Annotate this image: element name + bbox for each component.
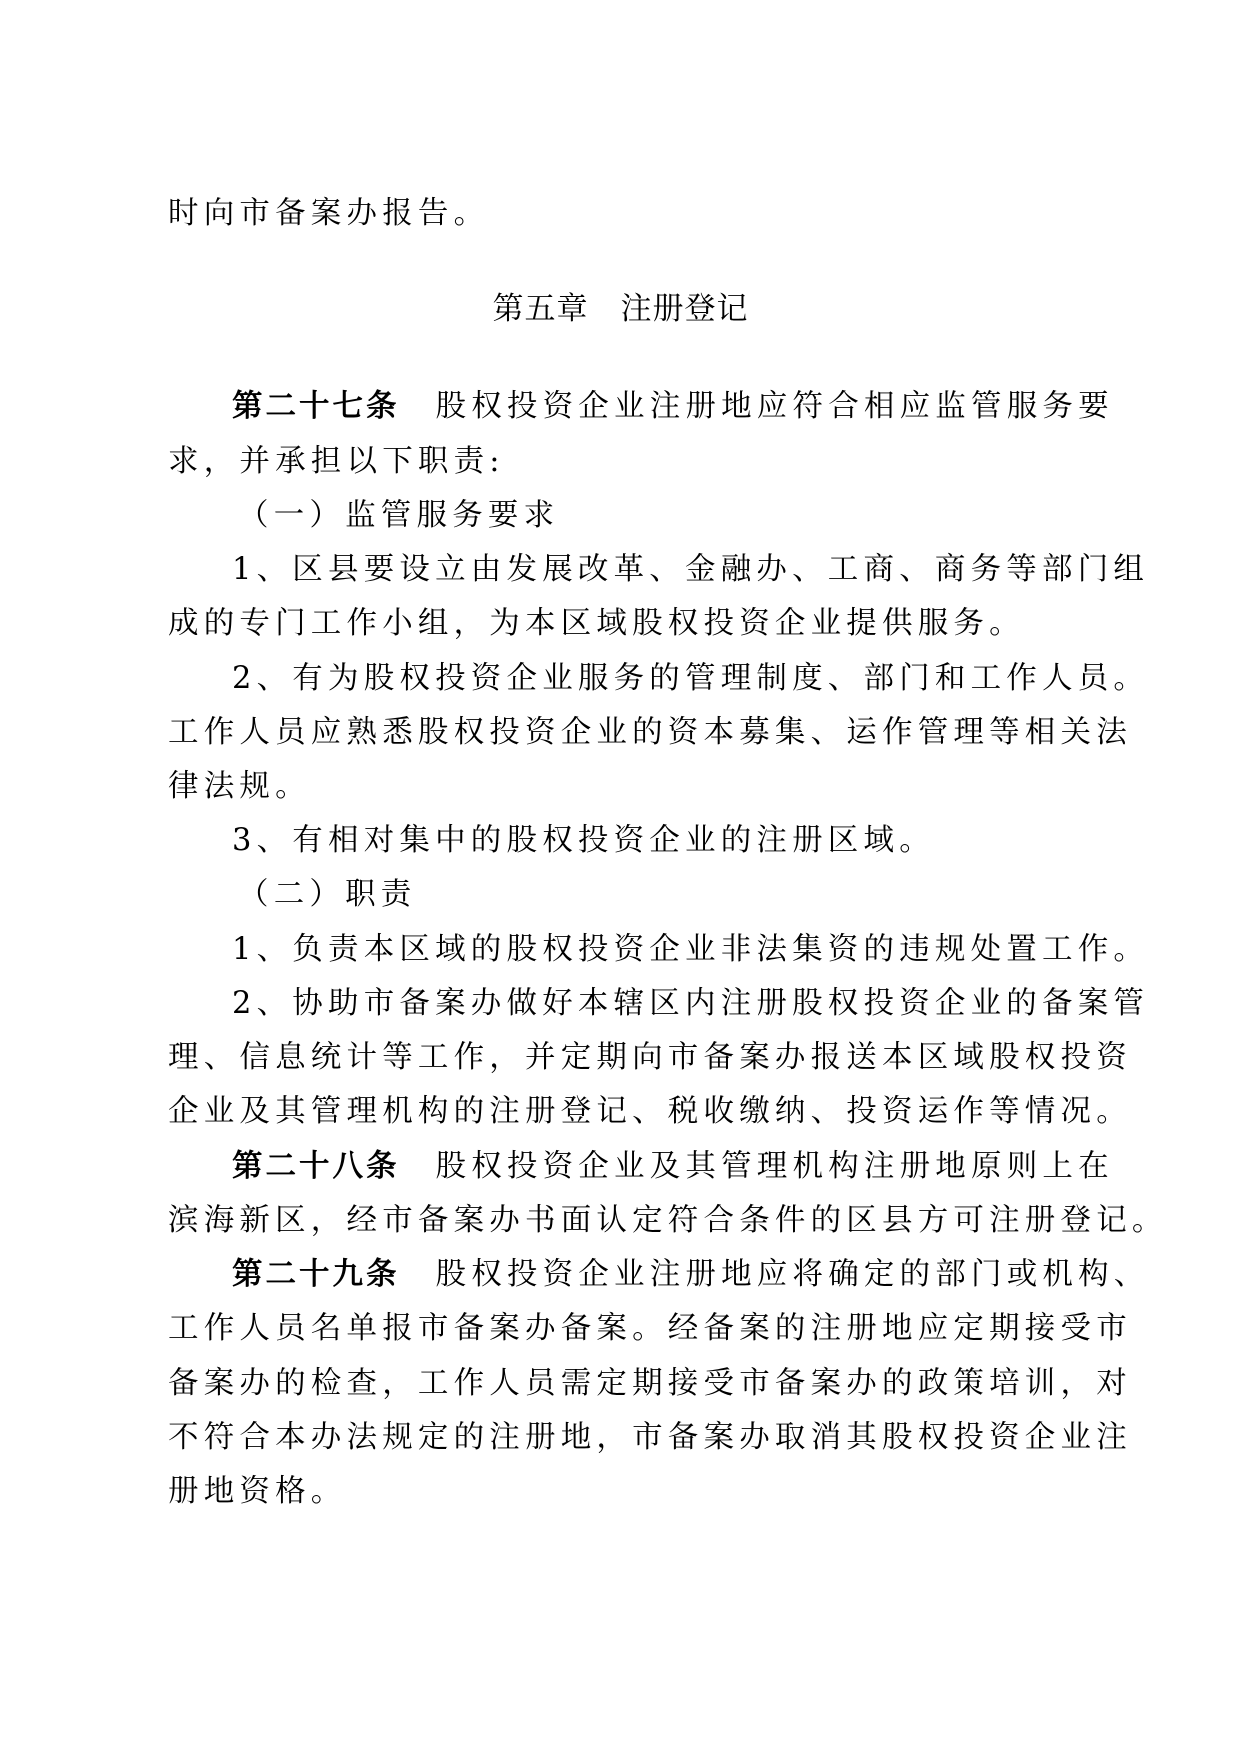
article-28-line-1 — [232, 1144, 1114, 1190]
article-27-line-1 — [232, 384, 1114, 430]
continuation-line: 时向市备案办报告。 — [168, 196, 490, 231]
item-2-line-1: 2、有为股权投资企业服务的管理制度、部门和工作人员。 — [232, 661, 1150, 696]
article-29-line-5: 册地资格。 — [168, 1474, 347, 1509]
article-29-text: 股权投资企业注册地应将确定的部门或机构、 — [435, 1257, 1150, 1292]
duty-1-line-1: 1、负责本区域的股权投资企业非法集资的违规处置工作。 — [232, 932, 1150, 967]
article-28-text: 股权投资企业及其管理机构注册地原则上在 — [435, 1149, 1114, 1184]
article-29-line-4: 不符合本办法规定的注册地，市备案办取消其股权投资企业注 — [168, 1420, 1132, 1455]
chapter-heading — [0, 286, 1241, 332]
item-1-line-2: 成的专门工作小组，为本区域股权投资企业提供服务。 — [168, 606, 1025, 641]
item-2-line-3: 律法规。 — [168, 769, 311, 804]
item-1-line-1: 1、区县要设立由发展改革、金融办、工商、商务等部门组 — [232, 552, 1150, 587]
article-27-label: 第二十七条 — [232, 389, 400, 424]
article-29-line-2: 工作人员名单报市备案办备案。经备案的注册地应定期接受市 — [168, 1311, 1132, 1346]
article-29-line-3: 备案办的检查，工作人员需定期接受市备案办的政策培训，对 — [168, 1366, 1132, 1401]
chapter-number: 第五章 — [492, 291, 589, 327]
duty-2-line-3: 企业及其管理机构的注册登记、税收缴纳、投资运作等情况。 — [168, 1094, 1132, 1129]
article-27-line-2: 求，并承担以下职责: — [168, 444, 505, 479]
duty-2-line-1: 2、协助市备案办做好本辖区内注册股权投资企业的备案管 — [232, 986, 1150, 1021]
section-heading-duties: （二）职责 — [238, 877, 417, 912]
article-28-label: 第二十八条 — [232, 1149, 400, 1184]
duty-2-line-2: 理、信息统计等工作，并定期向市备案办报送本区域股权投资 — [168, 1040, 1132, 1075]
item-2-line-2: 工作人员应熟悉股权投资企业的资本募集、运作管理等相关法 — [168, 715, 1132, 750]
item-3-line-1: 3、有相对集中的股权投资企业的注册区域。 — [232, 823, 935, 858]
article-27-text: 股权投资企业注册地应符合相应监管服务要 — [435, 389, 1114, 424]
article-28-line-2: 滨海新区，经市备案办书面认定符合条件的区县方可注册登记。 — [168, 1203, 1168, 1238]
section-heading-supervision: （一）监管服务要求 — [238, 498, 560, 533]
article-29-line-1 — [232, 1252, 1150, 1298]
article-29-label: 第二十九条 — [232, 1257, 400, 1292]
chapter-title: 注册登记 — [620, 291, 749, 327]
